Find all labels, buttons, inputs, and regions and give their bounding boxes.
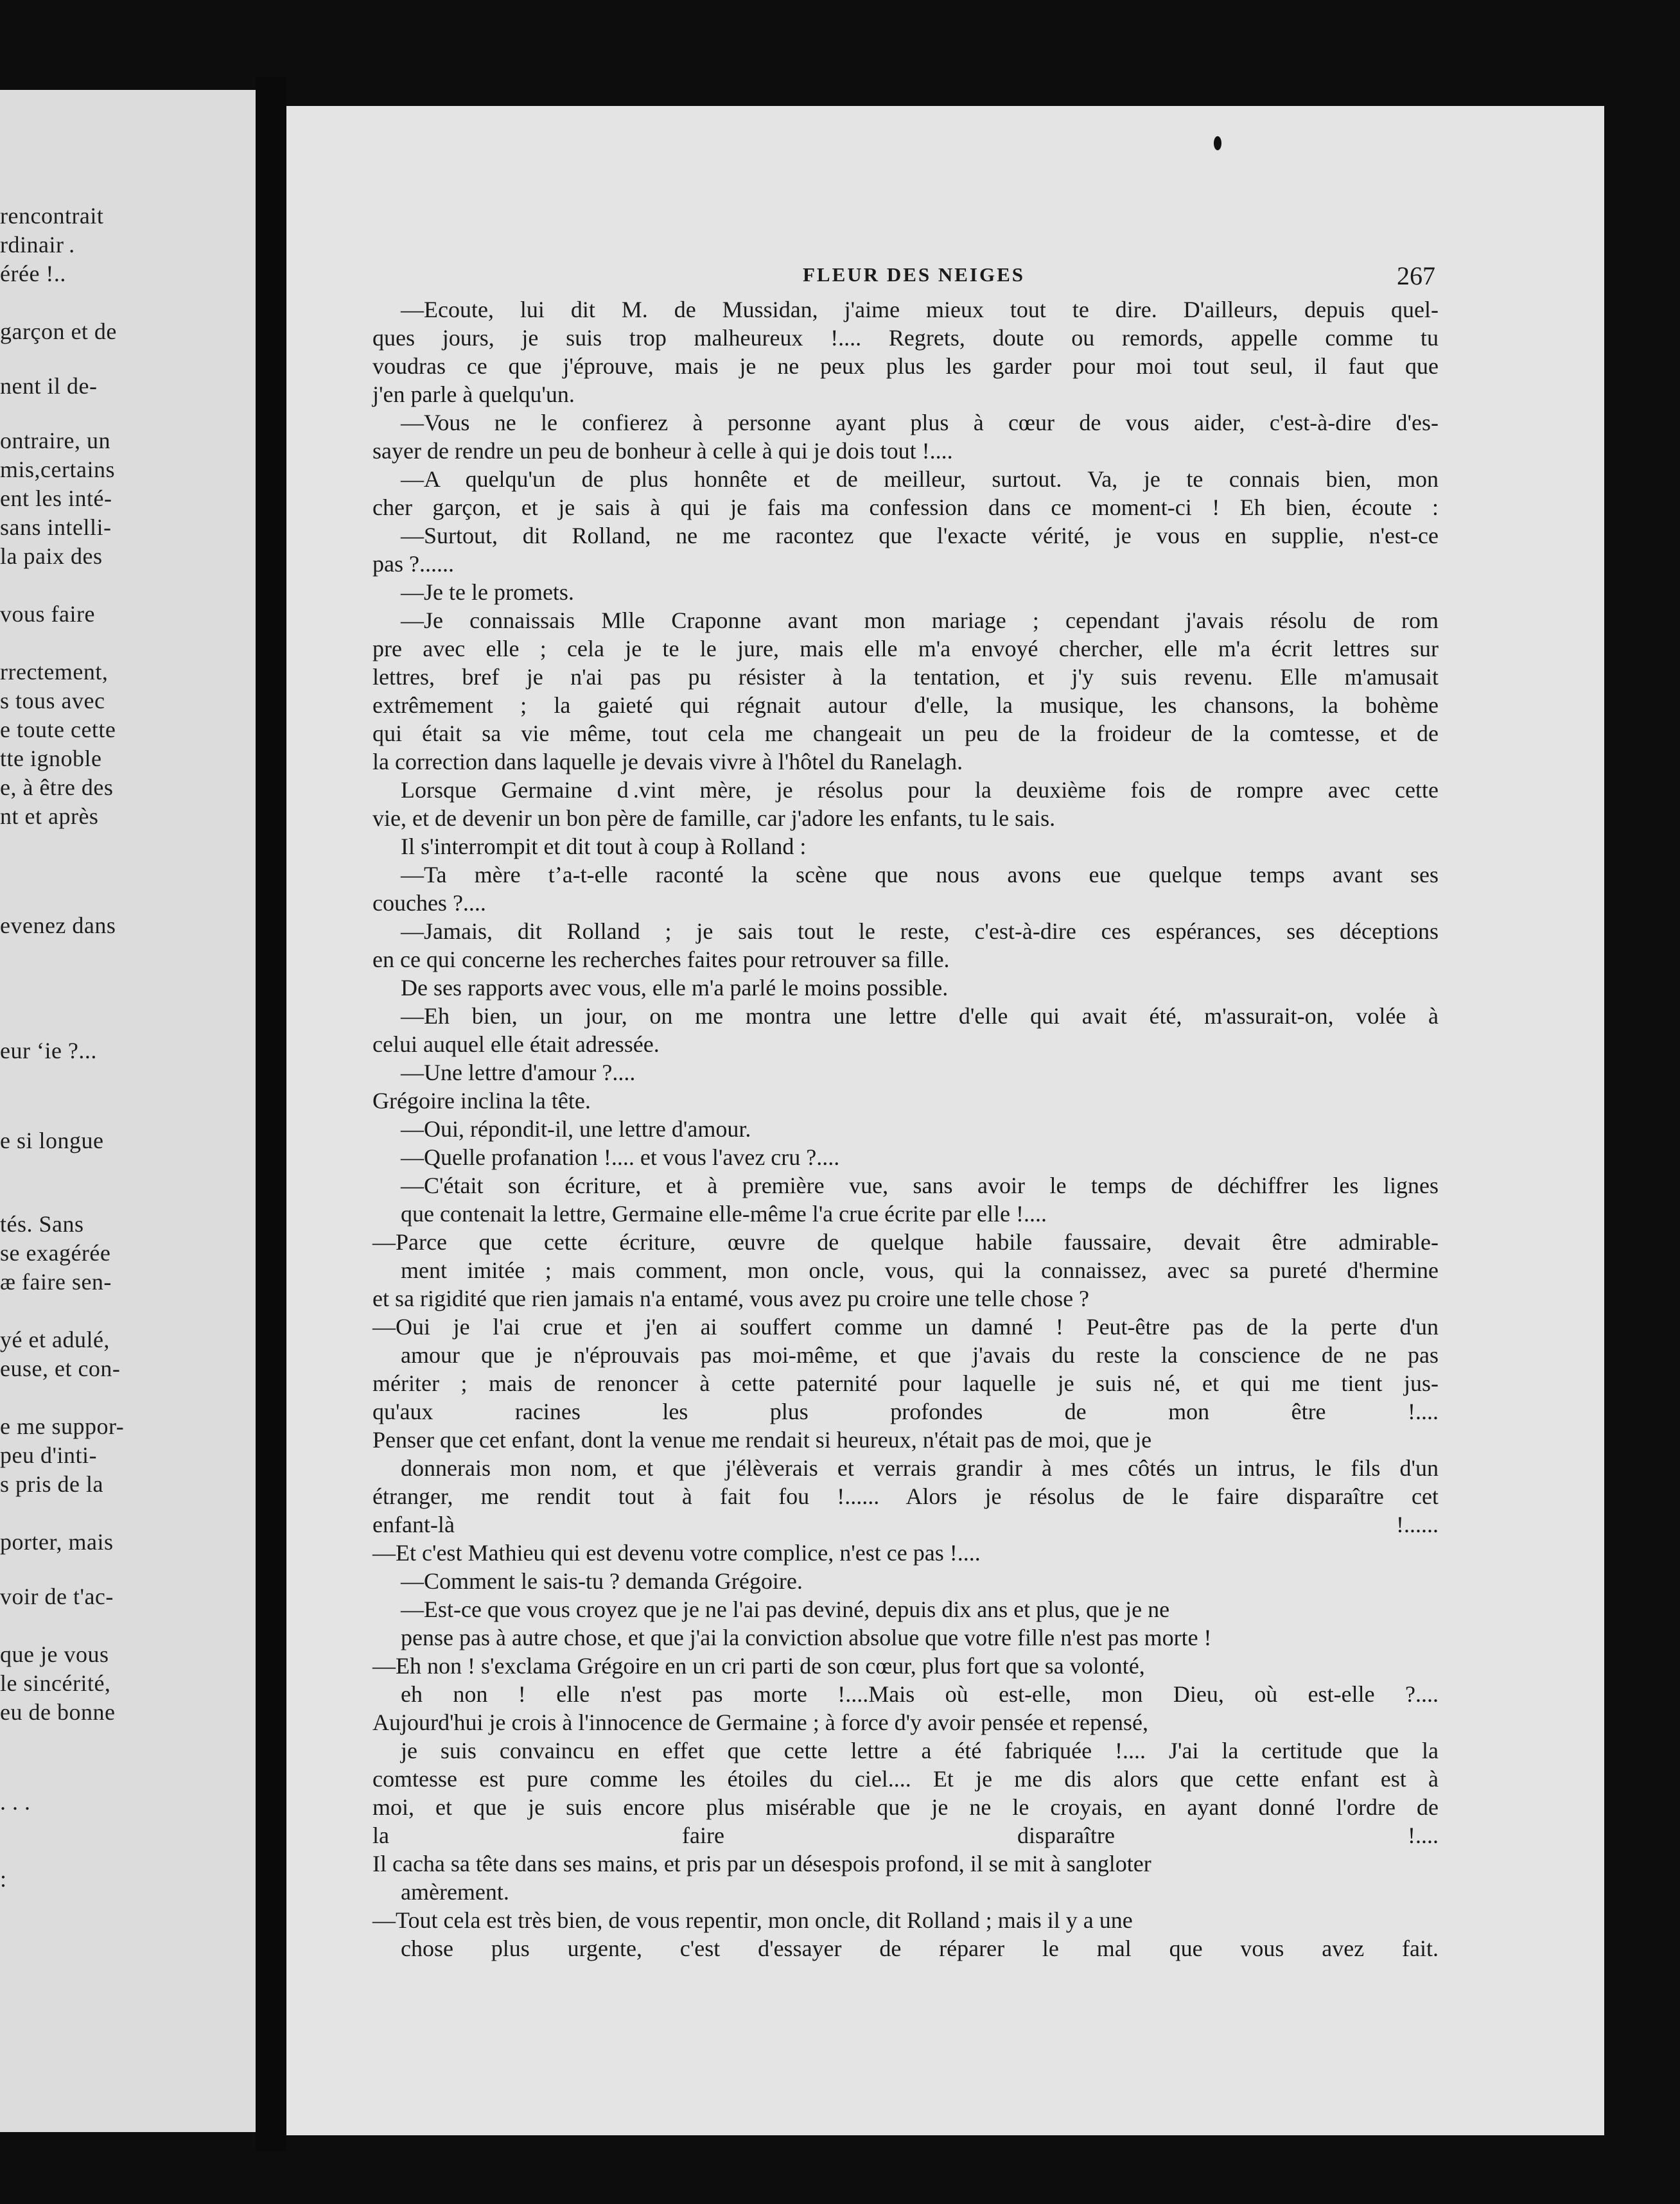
text-line: qui était sa vie même, tout cela me changeait un peu de la froideur de la comtesse, et de <box>372 721 1439 746</box>
left-page-fragment: yé et adulé, <box>0 1327 110 1352</box>
left-page-fragment: porter, mais <box>0 1529 114 1555</box>
text-line: je suis convaincu en effet que cette lettre a été fabriquée !.... J'ai la certitude que la <box>401 1738 1439 1763</box>
text-line: pas ?...... <box>372 551 454 577</box>
left-page-fragment: que je vous <box>0 1641 109 1667</box>
left-page-fragment: nent il de- <box>0 373 98 399</box>
text-line: Aujourd'hui je crois à l'innocence de Germaine ; à force d'y avoir pensée et repensé, <box>372 1710 1148 1735</box>
text-line: amour que je n'éprouvais pas moi-même, et que j'avais du reste la conscience de ne pas <box>401 1342 1439 1368</box>
left-page-fragment: garçon et de <box>0 319 117 344</box>
text-line: eh non ! elle n'est pas morte !....Mais où est-elle, mon Dieu, où est-elle ?.... <box>401 1681 1439 1707</box>
text-line: —Et c'est Mathieu qui est devenu votre complice, n'est ce pas !.... <box>372 1540 981 1566</box>
text-line: —Oui, répondit-il, une lettre d'amour. <box>401 1116 751 1142</box>
text-line: —Ecoute, lui dit M. de Mussidan, j'aime mieux tout te dire. D'ailleurs, depuis quel- <box>401 297 1439 322</box>
text-line: —Ta mère t’a-t-elle raconté la scène que nous avons eue quelque temps avant ses <box>401 862 1439 888</box>
text-line: celui auquel elle était adressée. <box>372 1031 660 1057</box>
text-line: couches ?.... <box>372 890 486 916</box>
text-line: comtesse est pure comme les étoiles du ciel.... Et je me dis alors que cette enfant est à <box>372 1766 1439 1792</box>
text-line: —Eh non ! s'exclama Grégoire en un cri parti de son cœur, plus fort que sa volonté, <box>372 1653 1145 1679</box>
text-line: —Je connaissais Mlle Craponne avant mon mariage ; cependant j'avais résolu de rom <box>401 608 1439 633</box>
text-line: pre avec elle ; cela je te le jure, mais elle m'a envoyé chercher, elle m'a écrit lettres sur <box>372 636 1439 661</box>
text-line: Il cacha sa tête dans ses mains, et pris par un désespois profond, il se mit à sangloter <box>372 1851 1151 1876</box>
text-line: j'en parle à quelqu'un. <box>372 381 575 407</box>
left-page-fragment: tte ignoble <box>0 746 102 771</box>
left-page-fragment: rrectement, <box>0 659 109 685</box>
text-line: —Jamais, dit Rolland ; je sais tout le reste, c'est-à-dire ces espérances, ses déceptions <box>401 918 1439 944</box>
text-line: Lorsque Germaine d .vint mère, je résolus pour la deuxième fois de rompre avec cette <box>401 777 1439 803</box>
text-line: étranger, me rendit tout à fait fou !...... Alors je résolus de le faire disparaître cet <box>372 1483 1439 1509</box>
left-page-fragment: tés. Sans <box>0 1211 84 1237</box>
left-page-fragment: eu de bonne <box>0 1699 116 1725</box>
text-line: voudras ce que j'éprouve, mais je ne peux plus les garder pour moi tout seul, il faut que <box>372 353 1439 379</box>
left-page-fragment: sans intelli- <box>0 514 112 540</box>
left-page-fragment: rdinair . <box>0 232 75 258</box>
text-line: moi, et que je suis encore plus misérable que je ne le croyais, en ayant donné l'ordre de <box>372 1794 1439 1820</box>
body-text <box>372 295 1439 1963</box>
left-page-fragment: eur ‘ie ?... <box>0 1038 97 1063</box>
text-line: donnerais mon nom, et que j'élèverais et verrais grandir à mes côtés un intrus, le fils d'un <box>401 1455 1439 1481</box>
text-line: qu'aux racines les plus profondes de mon être !.... <box>372 1399 1439 1424</box>
text-line: lettres, bref je n'ai pas pu résister à la tentation, et j'y suis revenu. Elle m'amusait <box>372 664 1439 690</box>
text-line: et sa rigidité que rien jamais n'a entamé, vous avez pu croire une telle chose ? <box>372 1286 1090 1311</box>
left-page-fragment: se exagérée <box>0 1240 111 1266</box>
text-line: en ce qui concerne les recherches faites pour retrouver sa fille. <box>372 947 950 972</box>
left-page-fragment: rencontrait <box>0 203 104 229</box>
text-line: amèrement. <box>401 1879 509 1905</box>
left-page-fragment: evenez dans <box>0 913 116 938</box>
text-line: —C'était son écriture, et à première vue, sans avoir le temps de déchiffrer les lignes <box>401 1173 1439 1198</box>
text-line: Il s'interrompit et dit tout à coup à Rolland : <box>401 834 807 859</box>
text-line: Grégoire inclina la tête. <box>372 1088 591 1114</box>
left-page-fragment: s tous avec <box>0 688 105 713</box>
left-page-fragment: e me suppor- <box>0 1413 125 1439</box>
text-line: —Eh bien, un jour, on me montra une lettre d'elle qui avait été, m'assurait-on, volée à <box>401 1003 1439 1029</box>
left-page-fragment: e toute cette <box>0 717 116 742</box>
text-line: —Je te le promets. <box>401 579 574 605</box>
text-line: que contenait la lettre, Germaine elle-même l'a crue écrite par elle !.... <box>401 1201 1047 1227</box>
left-page-fragment: . . . <box>0 1789 31 1815</box>
left-page-fragment: euse, et con- <box>0 1356 121 1381</box>
text-line: —Surtout, dit Rolland, ne me racontez que l'exacte vérité, je vous en supplie, n'est-ce <box>401 523 1439 548</box>
scan-border-top <box>0 0 1680 71</box>
left-page-fragment: e si longue <box>0 1128 104 1153</box>
text-line: —Oui je l'ai crue et j'en ai souffert comme un damné ! Peut-être pas de la perte d'un <box>372 1314 1439 1340</box>
text-line: pense pas à autre chose, et que j'ai la conviction absolue que votre fille n'est pas morte ! <box>401 1625 1212 1650</box>
left-page-fragment: e, à être des <box>0 774 114 800</box>
book-spine <box>256 77 286 2151</box>
text-line: —Comment le sais-tu ? demanda Grégoire. <box>401 1568 803 1594</box>
running-title: FLEUR DES NEIGES <box>803 263 1026 286</box>
text-line: la correction dans laquelle je devais vivre à l'hôtel du Ranelagh. <box>372 749 963 774</box>
left-page-fragment: s pris de la <box>0 1471 103 1497</box>
text-line: extrêmement ; la gaieté qui régnait autour d'elle, la musique, les chansons, la bohème <box>372 692 1439 718</box>
left-page-fragment: mis,certains <box>0 457 115 482</box>
left-page-fragment: le sincérité, <box>0 1670 111 1696</box>
page-number: 267 <box>1397 261 1435 290</box>
previous-page-fragment <box>0 90 256 2132</box>
text-line: ques jours, je suis trop malheureux !.... Regrets, doute ou remords, appelle comme tu <box>372 325 1439 351</box>
left-page-fragment: æ faire sen- <box>0 1269 112 1295</box>
text-line: Penser que cet enfant, dont la venue me rendait si heureux, n'était pas de moi, que je <box>372 1427 1152 1453</box>
text-line: sayer de rendre un peu de bonheur à celle à qui je dois tout !.... <box>372 438 953 464</box>
text-line: mériter ; mais de renoncer à cette paternité pour laquelle je suis né, et qui me tient jus- <box>372 1370 1439 1396</box>
text-line: —A quelqu'un de plus honnête et de meilleur, surtout. Va, je te connais bien, mon <box>401 466 1439 492</box>
text-line: vie, et de devenir un bon père de famille, car j'adore les enfants, tu le sais. <box>372 805 1056 831</box>
text-line: —Quelle profanation !.... et vous l'avez cru ?.... <box>401 1144 840 1170</box>
text-line: —Est-ce que vous croyez que je ne l'ai pas deviné, depuis dix ans et plus, que je ne <box>401 1596 1170 1622</box>
left-page-fragment: la paix des <box>0 543 103 569</box>
left-page-fragment: érée !.. <box>0 261 66 286</box>
text-line: De ses rapports avec vous, elle m'a parlé le moins possible. <box>401 975 949 1001</box>
text-line: chose plus urgente, c'est d'essayer de réparer le mal que vous avez fait. <box>401 1936 1439 1961</box>
left-page-fragment: ontraire, un <box>0 428 110 453</box>
text-line: —Tout cela est très bien, de vous repentir, mon oncle, dit Rolland ; mais il y a une <box>372 1907 1133 1933</box>
text-line: —Parce que cette écriture, œuvre de quelque habile faussaire, devait être admirable- <box>372 1229 1439 1255</box>
left-page-fragment: ent les inté- <box>0 485 112 511</box>
left-page-fragment: voir de t'ac- <box>0 1584 114 1609</box>
ink-spot <box>1214 136 1221 150</box>
left-page-fragment: peu d'inti- <box>0 1442 97 1468</box>
text-line: ment imitée ; mais comment, mon oncle, vous, qui la connaissez, avec sa pureté d'hermine <box>401 1257 1439 1283</box>
left-page-fragment: : <box>0 1866 7 1892</box>
text-line: cher garçon, et je sais à qui je fais ma confession dans ce moment-ci ! Eh bien, écoute : <box>372 494 1439 520</box>
text-line: —Vous ne le confierez à personne ayant plus à cœur de vous aider, c'est-à-dire d'es- <box>401 410 1439 435</box>
text-line: la faire disparaître !.... <box>372 1823 1439 1848</box>
left-page-fragment: nt et après <box>0 803 99 829</box>
text-line: —Une lettre d'amour ?.... <box>401 1060 636 1085</box>
text-line: enfant-là !...... <box>372 1512 1439 1537</box>
left-page-fragment: vous faire <box>0 601 95 627</box>
